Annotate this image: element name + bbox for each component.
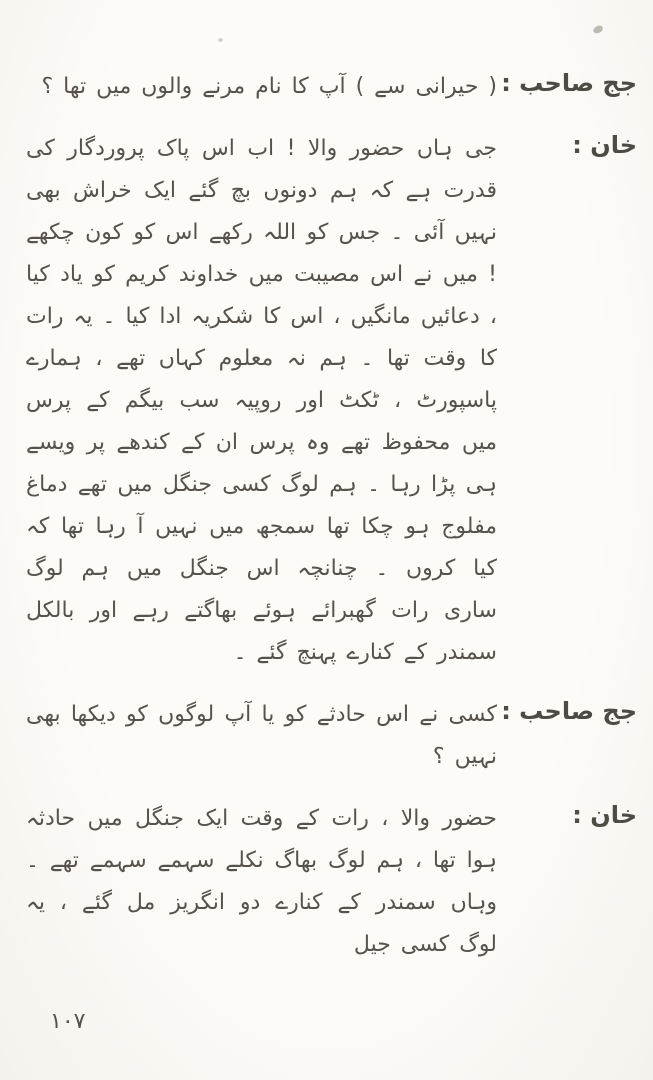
scan-speck-icon <box>592 25 604 35</box>
speech-text: حضور والا ، رات کے وقت ایک جنگل میں حادثہ ہوا تھا ، ہم لوگ بھاگ نکلے سہمے سہمے تھے ۔ وہاں سمندر کے کنارے دو انگریز مل گئے ، یہ لوگ کسی جیل <box>26 806 497 957</box>
speaker-label-khan: خان : <box>572 801 637 829</box>
speaker-label-khan: خان : <box>572 131 637 159</box>
speech-text: کسی نے اس حادثے کو یا آپ لوگوں کو دیکھا بھی نہیں ؟ <box>26 702 497 769</box>
speech-text: ( حیرانی سے ) آپ کا نام مرنے والوں میں تھا ؟ <box>41 74 497 99</box>
speech-text: جی ہاں حضور والا ! اب اس پاک پروردگار کی قدرت ہے کہ ہم دونوں بچ گئے ایک خراش بھی نہیں آئی ۔ جس کو اللہ رکھے اس کو کون چکھے ! میں نے اس مصیبت میں خداوند کریم کو یاد کیا ، دعائیں مانگیں ، اس کا شکریہ ادا کیا ۔ یہ رات کا وقت تھا ۔ ہم نہ معلوم کہاں تھے ، ہمارے پاسپورٹ ، ٹکٹ اور روپیہ سب بیگم کے پرس میں محفوظ تھے وہ پرس ان کے کندھے پر ویسے ہی پڑا رہا ۔ ہم لوگ کسی جنگل میں تھے دماغ مفلوج ہو چکا تھا سمجھ میں نہیں آ رہا تھا کہ کیا کروں ۔ چنانچہ اس جنگل میں ہم لوگ ساری رات گھبرائے ہوئے بھاگتے رہے اور بالکل سمندر کے کنارے پہنچ گئے ۔ <box>26 136 497 665</box>
dialogue-entry <box>26 694 637 778</box>
dialogue-list <box>26 66 637 966</box>
dialogue-entry <box>26 798 637 966</box>
dialogue-entry <box>26 128 637 674</box>
scan-dot-icon <box>218 38 223 42</box>
speaker-label-judge: جج صاحب : <box>501 69 637 97</box>
page-number: ۱۰۷ <box>50 1009 86 1034</box>
dialogue-entry <box>26 66 637 108</box>
speaker-label-judge: جج صاحب : <box>501 697 637 725</box>
